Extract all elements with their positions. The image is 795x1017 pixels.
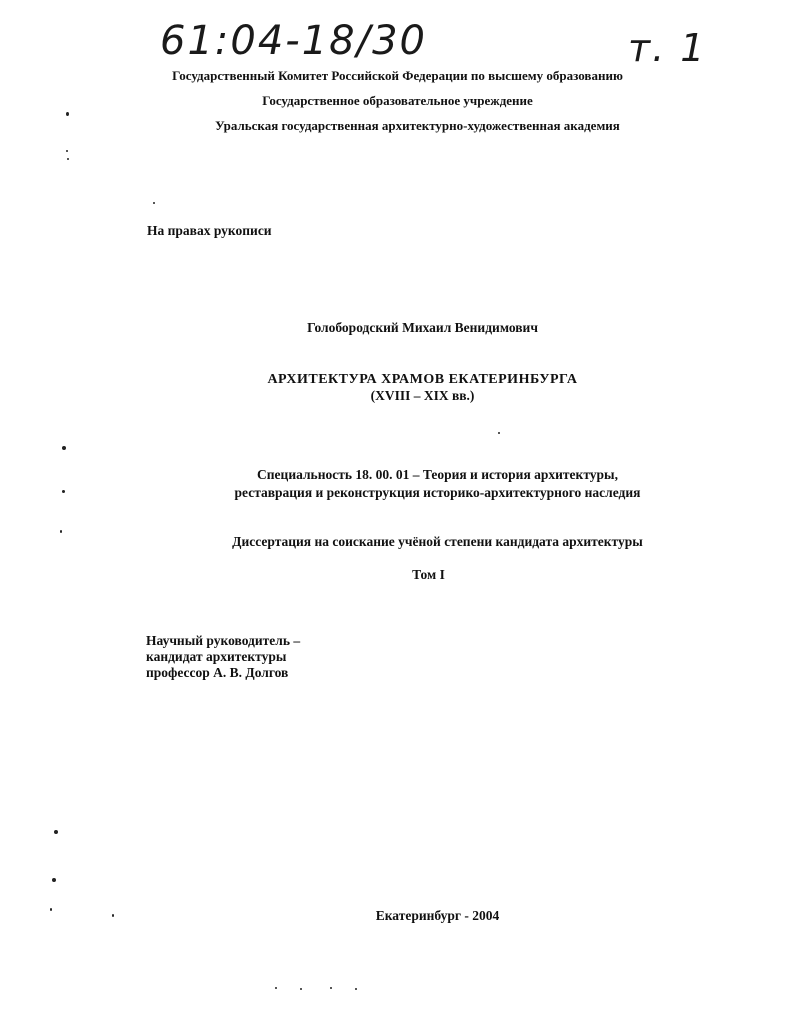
supervisor-line-3: профессор А. В. Долгов: [146, 665, 289, 680]
scan-speck: [275, 987, 277, 989]
scan-speck: [330, 987, 332, 989]
scan-speck: [153, 202, 155, 204]
dissertation-title: АРХИТЕКТУРА ХРАМОВ ЕКАТЕРИНБУРГА: [267, 372, 578, 387]
scan-speck: [112, 914, 114, 917]
city-year: Екатеринбург - 2004: [375, 908, 500, 923]
supervisor-line-2: кандидат архитектуры: [146, 649, 287, 664]
degree-statement: Диссертация на соискание учёной степени кандидата архитектуры: [232, 534, 643, 549]
scan-speck: [67, 158, 69, 160]
scan-speck: [498, 432, 500, 434]
scan-speck: [60, 530, 62, 533]
scan-speck: [54, 830, 58, 834]
committee-name: Государственный Комитет Российской Федерации по высшему образованию: [172, 68, 623, 83]
author-name: Голобородский Михаил Венидимович: [307, 320, 538, 335]
dissertation-period: (XVIII – XIX вв.): [370, 388, 475, 403]
handwritten-archive-code: 61:04-18/30: [160, 18, 427, 64]
academy-name: Уральская государственная архитектурно-художественная академия: [215, 118, 620, 133]
scan-speck: [62, 490, 65, 493]
scan-speck: [66, 112, 69, 116]
scan-speck: [300, 988, 302, 990]
specialty-line-2: реставрация и реконструкция историко-архитектурного наследия: [234, 485, 641, 500]
handwritten-volume-mark: т. 1: [628, 26, 707, 70]
specialty-line-1: Специальность 18. 00. 01 – Теория и история архитектуры,: [257, 467, 618, 482]
scan-speck: [52, 878, 56, 882]
scan-speck: [66, 150, 68, 152]
manuscript-note: На правах рукописи: [147, 223, 272, 238]
institution-type: Государственное образовательное учреждение: [262, 93, 533, 108]
supervisor-line-1: Научный руководитель –: [146, 633, 301, 648]
scan-speck: [50, 908, 52, 911]
volume-label: Том I: [412, 567, 445, 582]
scan-speck: [62, 446, 66, 450]
scan-speck: [355, 988, 357, 990]
